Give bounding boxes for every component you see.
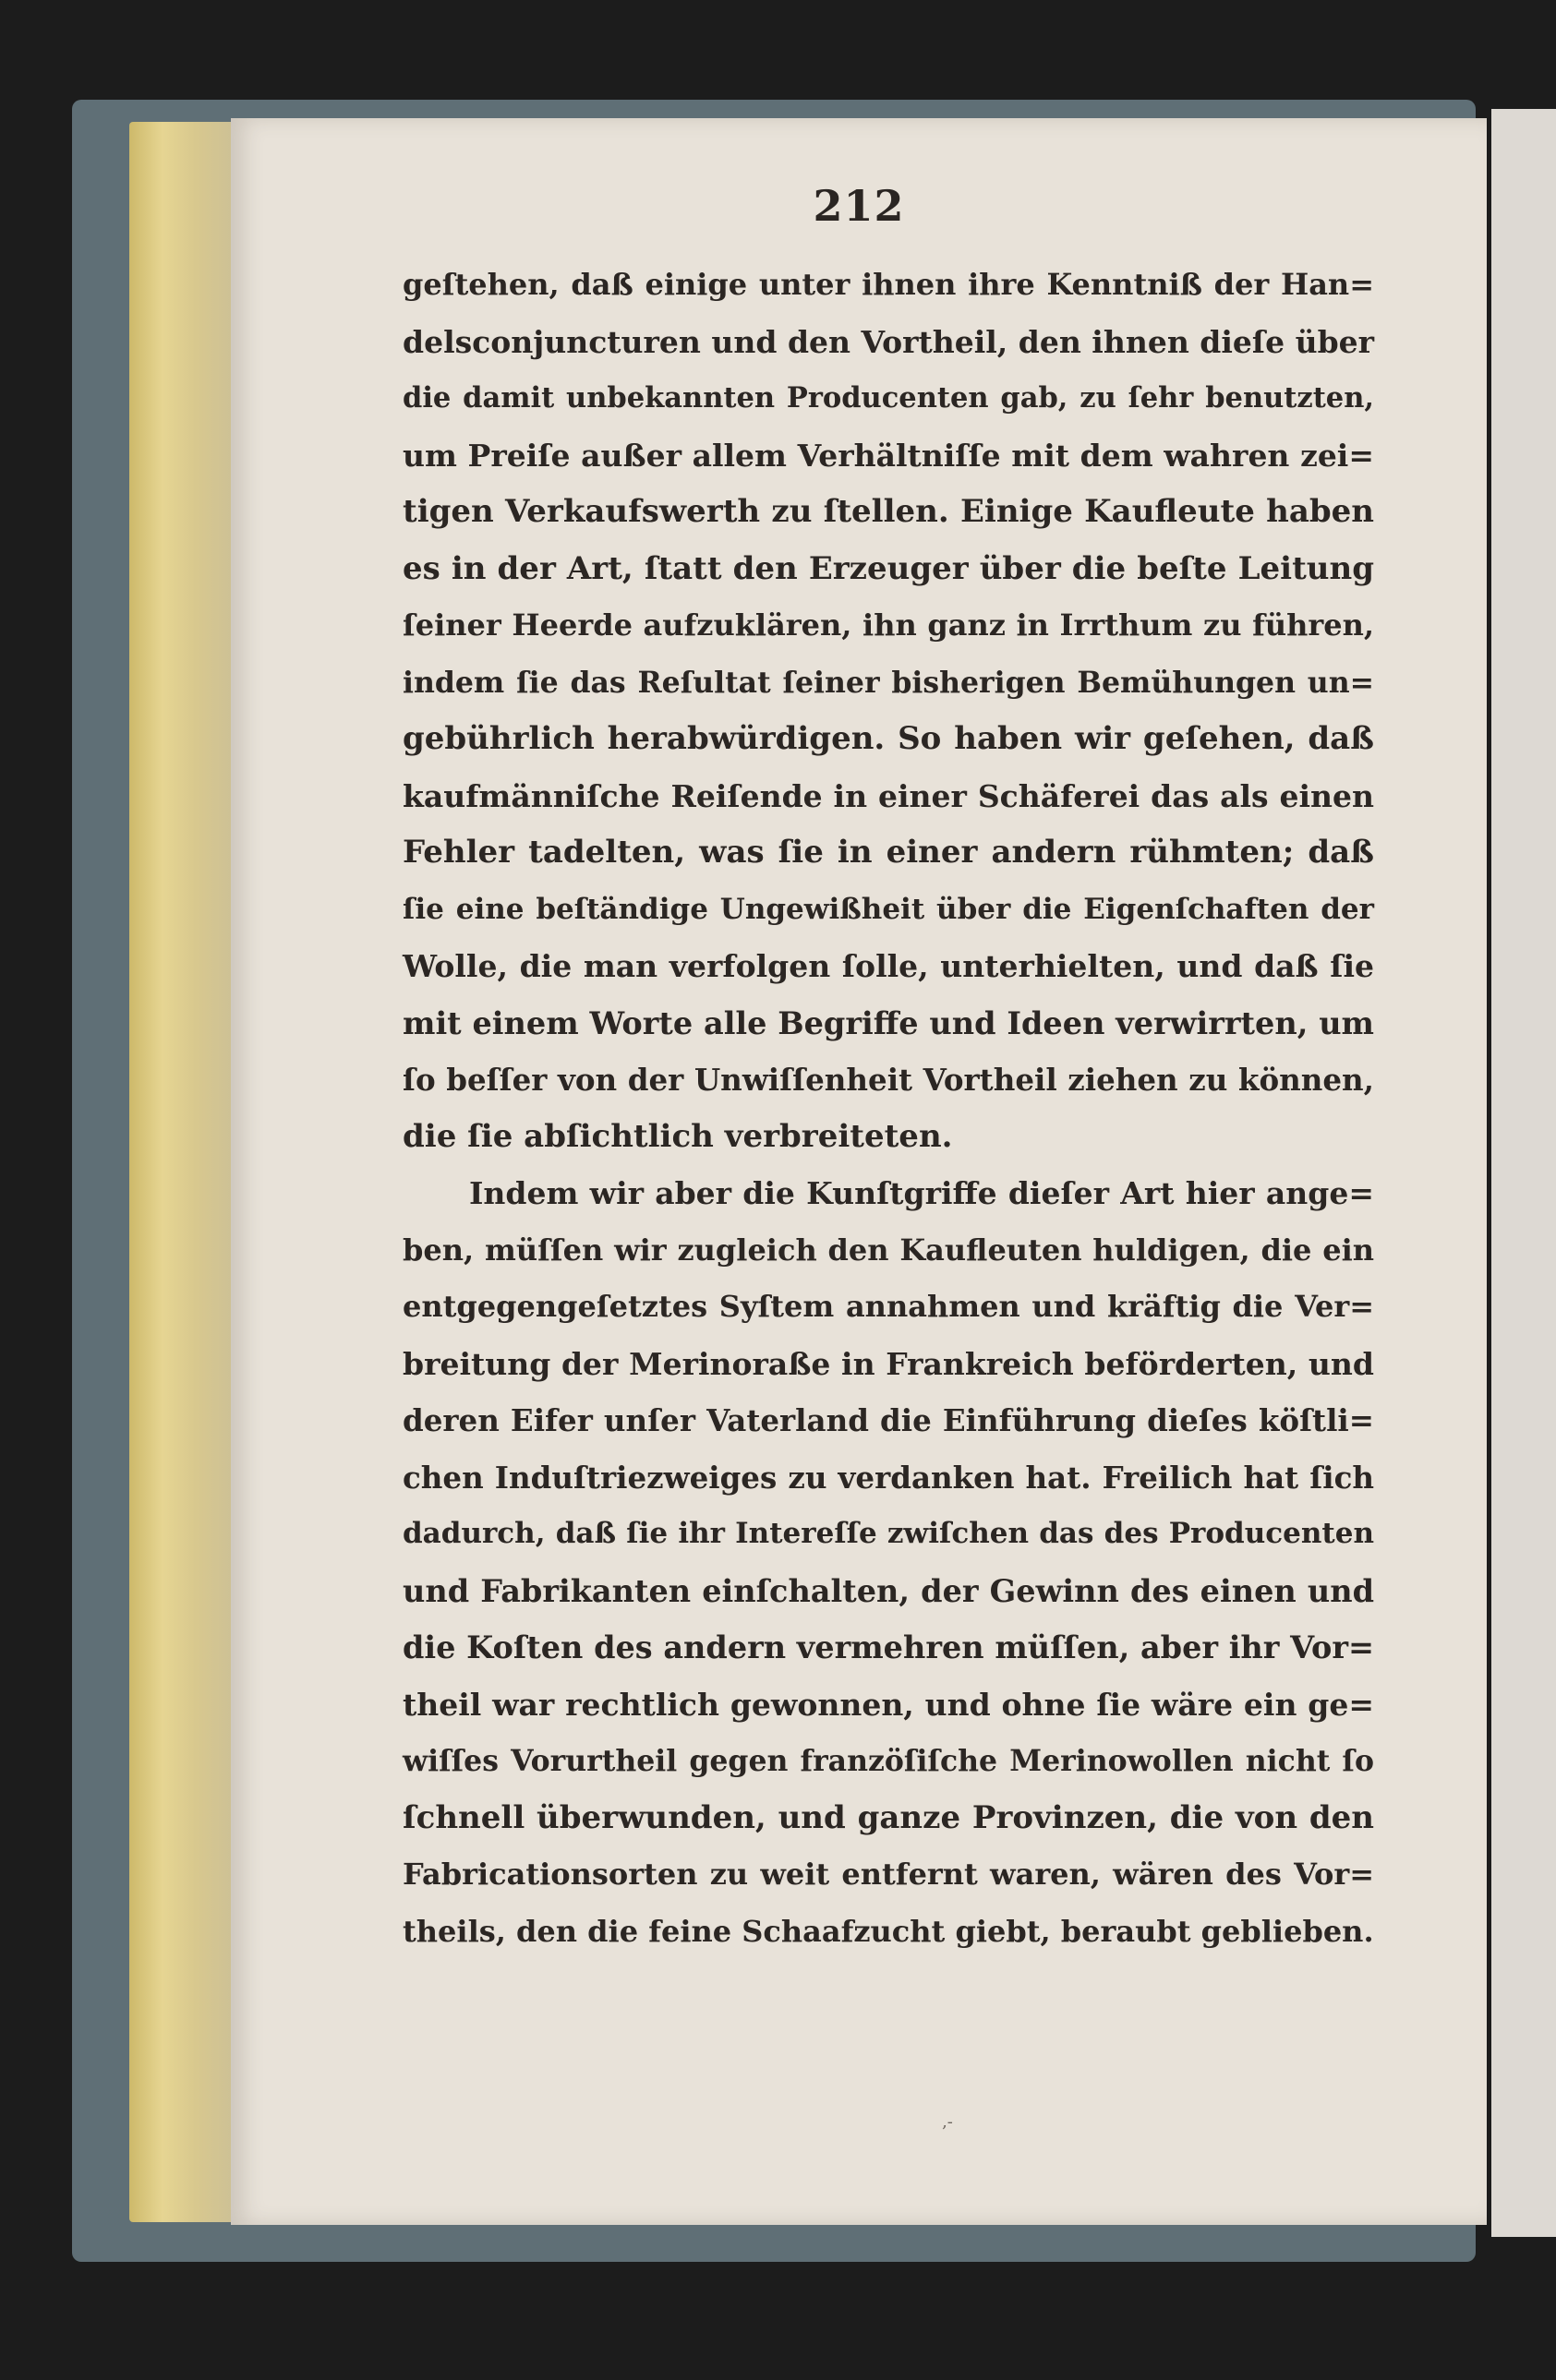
body-text: [403, 257, 1374, 1960]
text-line: ſeiner Heerde aufzuklären, ihn ganz in Irrthum zu führen,: [403, 607, 1374, 643]
text-line: deren Eifer unſer Vaterland die Einführung dieſes köſtli=: [403, 1402, 1374, 1438]
text-line: die damit unbekannten Producenten gab, zu ſehr benutzten,: [403, 381, 1374, 415]
page-edges: [129, 122, 240, 2222]
text-line: Fabricationsorten zu weit entfernt waren, wären des Vor=: [403, 1857, 1374, 1892]
text-line: gebührlich herabwürdigen. So haben wir geſehen, daß: [403, 720, 1374, 757]
text-line: delsconjuncturen und den Vortheil, den ihnen dieſe über: [403, 323, 1375, 360]
text-line: kaufmänniſche Reiſende in einer Schäferei das als einen: [403, 777, 1374, 814]
printed-page: [231, 118, 1487, 2225]
text-line: und Fabrikanten einſchalten, der Gewinn des einen und: [403, 1572, 1374, 1609]
text-line: Indem wir aber die Kunſtgriffe dieſer Art hier ange=: [469, 1175, 1374, 1211]
text-line: ſie eine beſtändige Ungewißheit über die Eigenſchaften der: [403, 892, 1374, 926]
text-line: dadurch, daß ſie ihr Intereſſe zwiſchen das des Producenten: [403, 1517, 1374, 1550]
facing-page: [1491, 109, 1556, 2237]
page-number: 212: [813, 181, 905, 231]
text-line: tigen Verkaufswerth zu ſtellen. Einige Kaufleute haben: [403, 493, 1374, 530]
text-line: die Koſten des andern vermehren müſſen, aber ihr Vor=: [403, 1629, 1375, 1665]
text-line: Fehler tadelten, was ſie in einer andern rühmten; daß: [403, 834, 1374, 871]
text-line: wiſſes Vorurtheil gegen franzöſiſche Merinowollen nicht ſo: [403, 1744, 1374, 1778]
text-line: Wolle, die man verfolgen ſolle, unterhielten, und daß ſie: [403, 948, 1374, 984]
text-line: ſo beſſer von der Unwiſſenheit Vortheil ziehen zu können,: [403, 1062, 1374, 1098]
text-line: indem ſie das Reſultat ſeiner bisherigen Bemühungen un=: [403, 665, 1374, 700]
text-line: mit einem Worte alle Begriffe und Ideen verwirrten, um: [403, 1004, 1374, 1041]
text-line: es in der Art, ſtatt den Erzeuger über die beſte Leitung: [403, 549, 1374, 587]
text-line: theil war rechtlich gewonnen, und ohne ſie wäre ein ge=: [403, 1686, 1374, 1723]
text-line: theils, den die feine Schaafzucht giebt, beraubt geblieben.: [403, 1913, 1374, 1949]
text-line: ben, müſſen wir zugleich den Kaufleuten huldigen, die ein: [403, 1232, 1374, 1268]
text-line: chen Induſtriezweiges zu verdanken hat. Freilich hat ſich: [403, 1459, 1374, 1496]
text-line: um Preiſe außer allem Verhältniſſe mit dem wahren zei=: [403, 437, 1374, 474]
text-line: die ſie abſichtlich verbreiteten.: [403, 1117, 953, 1155]
text-line: breitung der Merinoraße in Frankreich beförderten, und: [403, 1345, 1374, 1382]
signature-mark: ‚‑: [942, 2112, 953, 2132]
text-line: geſtehen, daß einige unter ihnen ihre Kenntniß der Han=: [403, 267, 1374, 302]
text-line: entgegengeſetztes Syſtem annahmen und kräftig die Ver=: [403, 1289, 1374, 1324]
text-line: ſchnell überwunden, und ganze Provinzen, die von den: [403, 1798, 1374, 1836]
